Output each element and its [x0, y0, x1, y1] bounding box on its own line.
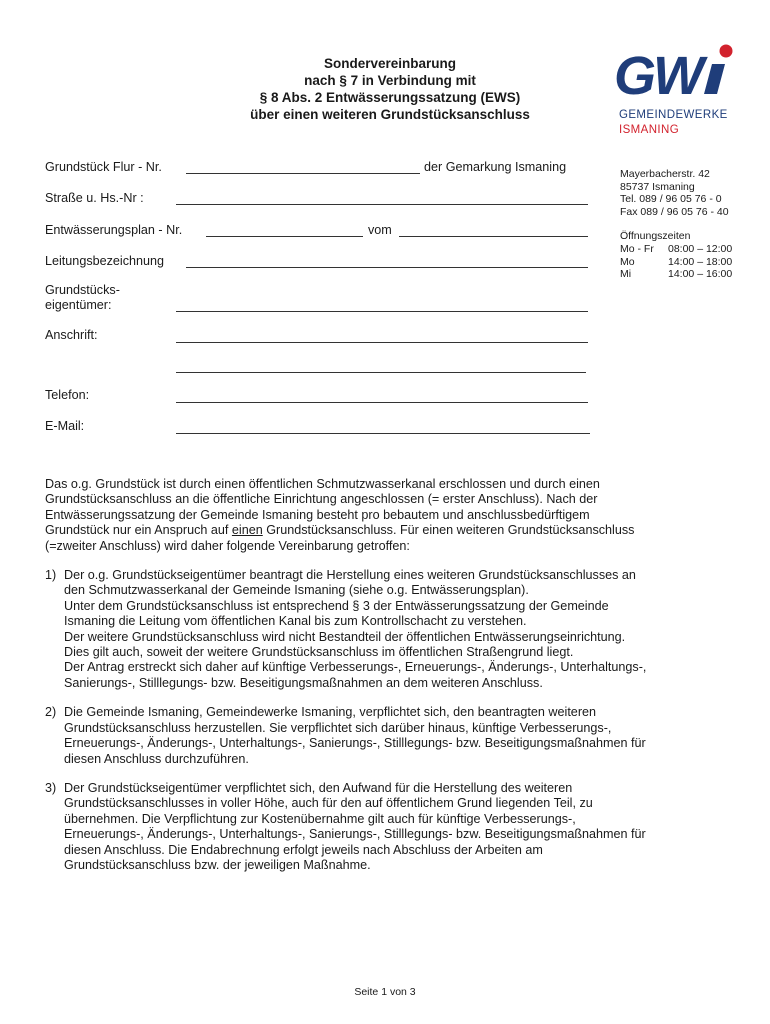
logo-text-gemeindewerke: GEMEINDEWERKE [619, 109, 728, 121]
owner-label-2: eigentümer: [45, 298, 112, 312]
logo-text-ismaning: ISMANING [619, 124, 680, 136]
vom-label: vom [368, 223, 392, 237]
leitung-input-line[interactable] [186, 267, 588, 268]
leitung-label: Leitungsbezeichnung [45, 254, 165, 268]
contact-street: Mayerbacherstr. 42 [620, 168, 710, 180]
anschrift-label: Anschrift: [45, 328, 98, 342]
contact-block [620, 168, 732, 281]
gwi-logo-mark [612, 44, 742, 106]
strasse-label: Straße u. Hs.-Nr : [45, 191, 144, 205]
title-line-4: über einen weiteren Grundstücksanschluss [250, 107, 530, 122]
telefon-input-line[interactable] [176, 402, 588, 403]
owner-input-line[interactable] [176, 311, 588, 312]
telefon-label: Telefon: [45, 388, 90, 402]
gwi-logo-letters: GW [614, 46, 701, 106]
gemarkung-label: der Gemarkung Ismaning [424, 160, 567, 174]
title-line-3: § 8 Abs. 2 Entwässerungssatzung (EWS) [259, 90, 521, 105]
email-label: E-Mail: [45, 419, 85, 433]
hours-row: Mi 14:00 – 16:00 [620, 268, 733, 281]
gwi-logo-i-stem [704, 64, 725, 94]
hours-row: Mo - Fr 08:00 – 12:00 [620, 242, 733, 255]
title-line-1: Sondervereinbarung [323, 56, 457, 71]
contact-city: 85737 Ismaning [620, 180, 695, 193]
strasse-input-line[interactable] [176, 204, 588, 205]
list-item: 3) Der Grundstückseigentümer verpflichtet sich, den Aufwand für die Herstellung des weiteren Grundstücksanschlusses in voller Höhe, auch für den auf öffentlichem Grund liegenden Teil, zu übernehmen. Die Verpflichtung zur Kostenübernahme gilt auch für künftige Verbesserungs-, Erneuerungs-, Änderungs-, Unterhaltungs-, Sanierungs-, Stilllegungs- bzw. Beseitigungsmaßnahmen für diesen Anschluss. Die Endabrechnung erfolgt jeweils nach Abschluss der Arbeiten am Grundstücksanschluss bzw. der jeweiligen Maßnahme. [45, 780, 646, 872]
hours-title: Öffnungszeiten [620, 230, 691, 243]
anschrift-input-line-2[interactable] [176, 372, 586, 373]
list-item: 1) Der o.g. Grundstückseigentümer beantragt die Herstellung eines weiteren Grundstücksanschlusses an den Schmutzwasserkanal der Gemeinde Ismaning (siehe o.g. Entwässerungsplan). Unter dem Grundstücksanschluss ist entsprechend § 3 der Entwässerungssatzung der Gemeinde Ismaning die Leitung vom öffentlichen Kanal bis zum Kontrollschacht zu verstehen. Der weitere Grundstücksanschluss wird nicht Bestandteil der öffentlichen Entwässerungseinrichtung. Dies gilt auch, soweit der weitere Grundstücksanschluss im öffentlichen Straßengrund liegt. Der Antrag erstreckt sich daher auf künftige Verbesserungs-, Erneuerungs-, Änderungs-, Unterhaltungs-, Sanierungs-, Stilllegungs- bzw. Beseitigungsmaßnahmen an dem weiteren Anschluss. [45, 568, 647, 690]
list-item: 2) Die Gemeinde Ismaning, Gemeindewerke Ismaning, verpflichtet sich, den beantragten weiteren Grundstücksanschluss herzustellen. Sie verpflichtet sich darüber hinaus, künftige Verbesserungs-, Erneuerungs-, Änderungs-, Unterhaltungs-, Sanierungs-, Stilllegungs- bzw. Beseitigungsmaßnahmen für diesen Anschluss durchzuführen. [45, 705, 646, 766]
document-title [170, 55, 610, 123]
title-line-2: nach § 7 in Verbindung mit [304, 73, 476, 88]
plan-input-line[interactable] [206, 236, 363, 237]
intro-paragraph: Das o.g. Grundstück ist durch einen öffentlichen Schmutzwasserkanal erschlossen und durch einen Grundstücksanschluss an die öffentliche Einrichtung angeschlossen (= erster Anschluss). Nach der Entwässerungssatzung der Gemeinde Ismaning besteht pro bebautem und anschlussbedürftigem Grundstück nur ein Anspruch auf einen Grundstücksanschluss. Für einen weiteren Grundstücksanschluss (=zweiter Anschluss) wird daher folgende Vereinbarung getroffen: [45, 477, 635, 553]
flur-input-line[interactable] [186, 173, 420, 174]
flur-label: Grundstück Flur - Nr. [45, 160, 162, 174]
email-input-line[interactable] [176, 433, 590, 434]
page-number: Seite 1 von 3 [354, 986, 416, 998]
contact-fax: Fax 089 / 96 05 76 - 40 [620, 205, 729, 218]
owner-label-1: Grundstücks- [45, 283, 120, 297]
plan-label: Entwässerungsplan - Nr. [45, 223, 183, 237]
agreement-body [45, 477, 735, 873]
vom-input-line[interactable] [399, 236, 588, 237]
anschrift-input-line-1[interactable] [176, 342, 588, 343]
gwi-logo-dot [720, 45, 733, 58]
hours-row: Mo 14:00 – 18:00 [620, 255, 733, 268]
gwi-logo [612, 44, 742, 140]
contact-tel: Tel. 089 / 96 05 76 - 0 [620, 193, 722, 206]
